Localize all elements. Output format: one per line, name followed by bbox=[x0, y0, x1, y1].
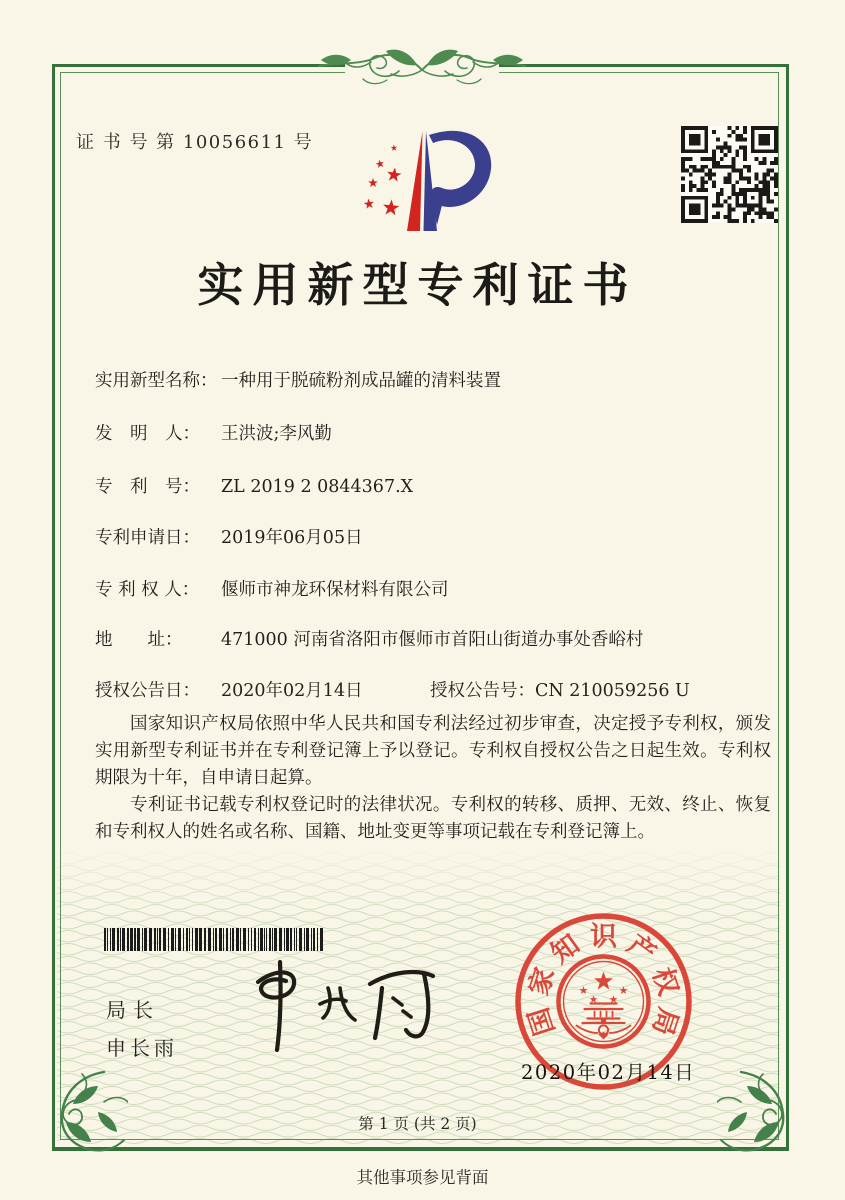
field-value: 王洪波;李风勤 bbox=[221, 424, 332, 444]
grant-number-value: CN 210059256 U bbox=[535, 681, 690, 701]
field-value: 一种用于脱硫粉剂成品罐的清料装置 bbox=[221, 371, 501, 391]
field-label: 专 利 权 人： bbox=[95, 580, 200, 600]
cnipa-logo bbox=[338, 118, 508, 250]
body-paragraph-1: 国家知识产权局依照中华人民共和国专利法经过初步审查，决定授予专利权，颁发实用新型专利证书并在专利登记簿上予以登记。专利权自授权公告之日起生效。专利权期限为十年，自申请日起算。 bbox=[95, 714, 771, 788]
logo-cone bbox=[407, 131, 437, 231]
grant-date-value: 2020年02月14日 bbox=[221, 681, 363, 701]
barcode bbox=[104, 928, 326, 951]
seal-date: 2020年02月14日 bbox=[521, 1061, 696, 1084]
qr-code bbox=[681, 126, 778, 223]
field-label: 专利申请日： bbox=[95, 528, 200, 548]
field-label: 专 利 号： bbox=[95, 477, 200, 497]
field-value: 2019年06月05日 bbox=[221, 528, 363, 548]
field-value: ZL 2019 2 0844367.X bbox=[221, 477, 414, 497]
commissioner-title: 局长 bbox=[106, 998, 160, 1022]
field-value: 偃师市神龙环保材料有限公司 bbox=[221, 580, 449, 600]
field-label: 地 址： bbox=[95, 630, 183, 650]
grant-number-label: 授权公告号： bbox=[430, 681, 535, 701]
svg-text:国: 国 bbox=[523, 1003, 562, 1040]
logo-stars-icon bbox=[363, 144, 402, 215]
commissioner-signature bbox=[240, 958, 445, 1056]
body-paragraph-2: 专利证书记载专利权登记时的法律状况。专利权的转移、质押、无效、终止、恢复和专利权人的姓名或名称、国籍、地址变更等事项记载在专利登记簿上。 bbox=[95, 795, 771, 842]
svg-text:权: 权 bbox=[645, 963, 684, 1000]
svg-text:产: 产 bbox=[621, 928, 662, 970]
field-label: 发 明 人： bbox=[95, 424, 200, 444]
field-patentee bbox=[95, 576, 449, 601]
field-label: 实用新型名称： bbox=[95, 371, 218, 391]
commissioner-name: 申长雨 bbox=[106, 1036, 178, 1060]
grant-number-pair bbox=[430, 677, 690, 702]
national-emblem-icon bbox=[559, 957, 649, 1047]
grant-row bbox=[95, 677, 775, 702]
logo-p-mark bbox=[429, 131, 491, 225]
certificate-number: 证 书 号 第 10056611 号 bbox=[76, 132, 314, 153]
field-invention-name bbox=[95, 367, 501, 392]
field-value: 471000 河南省洛阳市偃师市首阳山街道办事处香峪村 bbox=[221, 630, 644, 650]
field-filing-date bbox=[95, 524, 363, 549]
top-center-ornament bbox=[297, 36, 547, 100]
grant-date-pair bbox=[95, 681, 363, 701]
certificate-title: 实用新型专利证书 bbox=[197, 258, 638, 312]
page-number: 第 1 页 (共 2 页) bbox=[358, 1115, 477, 1133]
grant-date-label: 授权公告日： bbox=[95, 681, 200, 701]
svg-text:家: 家 bbox=[523, 963, 562, 1000]
svg-text:识: 识 bbox=[590, 921, 617, 953]
field-patent-number bbox=[95, 473, 413, 498]
svg-text:局: 局 bbox=[645, 1003, 684, 1040]
back-note: 其他事项参见背面 bbox=[356, 1168, 489, 1187]
svg-text:知: 知 bbox=[545, 928, 586, 970]
field-inventors bbox=[95, 420, 332, 445]
field-address bbox=[95, 626, 643, 651]
